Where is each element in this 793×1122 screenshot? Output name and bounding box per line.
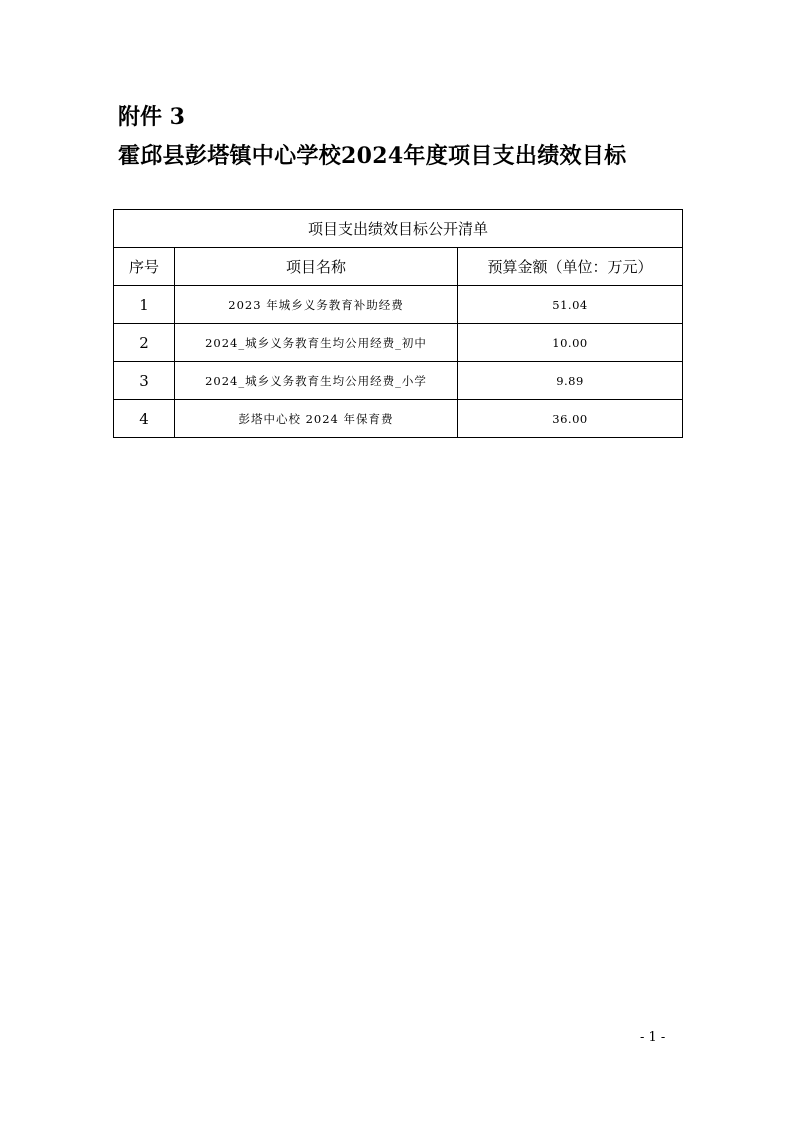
table-caption: 项目支出绩效目标公开清单 (114, 210, 683, 248)
table-row (114, 400, 683, 438)
table-row (114, 362, 683, 400)
row-project-name: 2023 年城乡义务教育补助经费 (175, 286, 458, 324)
row-project-name: 2024_城乡义务教育生均公用经费_小学 (175, 362, 458, 400)
table-header-row (114, 248, 683, 286)
page-number: - 1 - (640, 1030, 666, 1045)
row-seq: 1 (114, 286, 175, 324)
row-seq: 2 (114, 324, 175, 362)
table-caption-row (114, 210, 683, 248)
row-amount: 36.00 (458, 400, 683, 438)
document-title: 霍邱县彭塔镇中心学校2024年度项目支出绩效目标 (118, 143, 627, 169)
header-seq: 序号 (114, 248, 175, 286)
table-row (114, 286, 683, 324)
row-amount: 10.00 (458, 324, 683, 362)
table-row (114, 324, 683, 362)
header-name: 项目名称 (175, 248, 458, 286)
row-seq: 3 (114, 362, 175, 400)
row-project-name: 2024_城乡义务教育生均公用经费_初中 (175, 324, 458, 362)
row-amount: 51.04 (458, 286, 683, 324)
row-project-name: 彭塔中心校 2024 年保育费 (175, 400, 458, 438)
header-amount: 预算金额（单位：万元） (458, 248, 683, 286)
row-amount: 9.89 (458, 362, 683, 400)
project-list-table (113, 209, 683, 438)
attachment-label: 附件 3 (118, 104, 185, 130)
row-seq: 4 (114, 400, 175, 438)
